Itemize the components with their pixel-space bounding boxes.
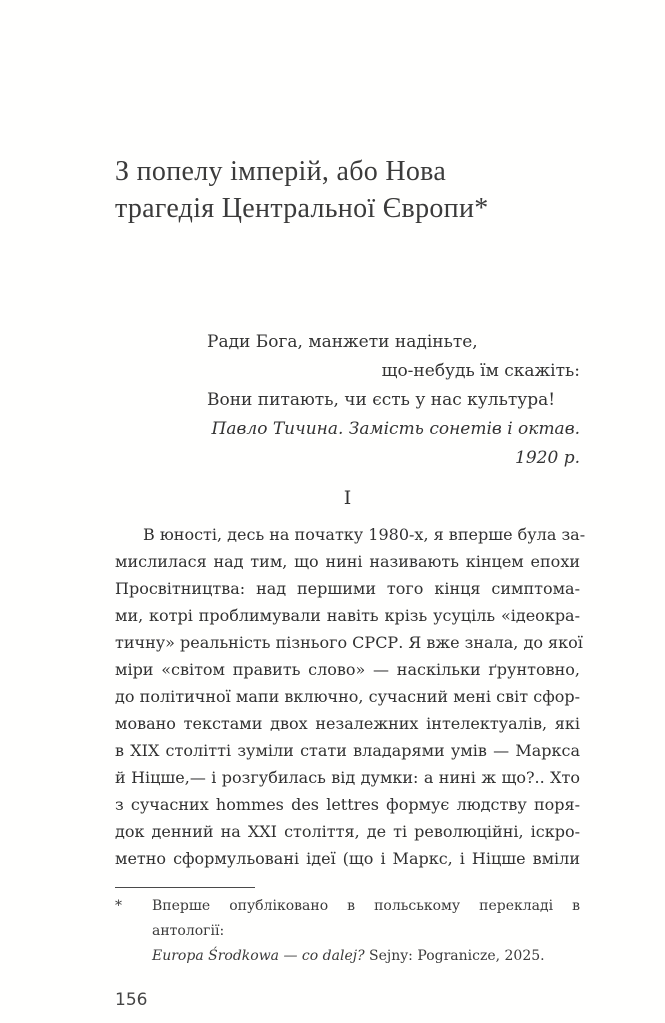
epigraph-attribution: Павло Тичина. Замість сонетів і октав. [211,419,580,439]
epigraph-year: 1920 р. [515,448,580,468]
chapter-title-line-1: З попелу імперій, або Нова [115,156,447,187]
chapter-title [115,153,580,227]
footnote-line-2 [152,944,580,969]
footnote [115,887,580,969]
footnote-text [152,894,580,969]
footnote-line-1: Вперше опубліковано в польському перекладі в антології: [152,898,580,939]
footnote-marker: * [115,898,122,914]
footnote-book-title: Europa Środkowa — co dalej? [152,948,365,964]
footnote-publisher: Sejny: Pogranicze, 2025. [364,948,545,964]
epigraph-line-2: що-небудь їм скажіть: [381,361,580,381]
body-line: мислилася над тим, що нині називають кінцем епохи [115,552,580,571]
body-line: в XIX столітті зуміли стати владарями умів — Маркса [115,741,580,760]
footnote-divider [115,887,255,888]
body-line: Просвітництва: над першими того кінця симптома- [115,579,580,598]
body-paragraph [115,521,586,872]
body-line: ми, котрі проблимували навіть крізь усуціль «ідеокра- [115,606,580,625]
body-line: док денний на XXI століття, де ті революційні, іскро- [115,822,580,841]
body-line: міри «світом править слово» — наскільки ґрунтовно, [115,660,580,679]
body-line: метно сформульовані ідеї (що і Маркс, і Ніцше вміли [115,849,580,868]
body-line: й Ніцше,— і розгубилась від думки: а нині ж що?.. Хто [115,768,580,787]
text-block [115,0,586,1010]
body-line: В юності, десь на початку 1980-х, я вперше була за- [143,525,586,544]
body-line: з сучасних hommes des lettres формує людству поря- [115,795,580,814]
epigraph-line-3: Вони питають, чи єсть у нас культура! [207,390,556,410]
epigraph-line-1: Ради Бога, манжети надіньте, [207,332,478,352]
body-line: до політичної мапи включно, сучасний мені світ сфор- [115,687,580,706]
section-number-heading: I [343,487,352,509]
page-number: 156 [115,990,148,1010]
body-line: мовано текстами двох незалежних інтелектуалів, які [115,714,580,733]
epigraph [207,328,580,473]
footnote-row [115,894,580,969]
chapter-title-line-2: трагедія Центральної Європи* [115,193,489,224]
body-line: тичну» реальність пізнього СРСР. Я вже знала, до якої [115,633,583,652]
